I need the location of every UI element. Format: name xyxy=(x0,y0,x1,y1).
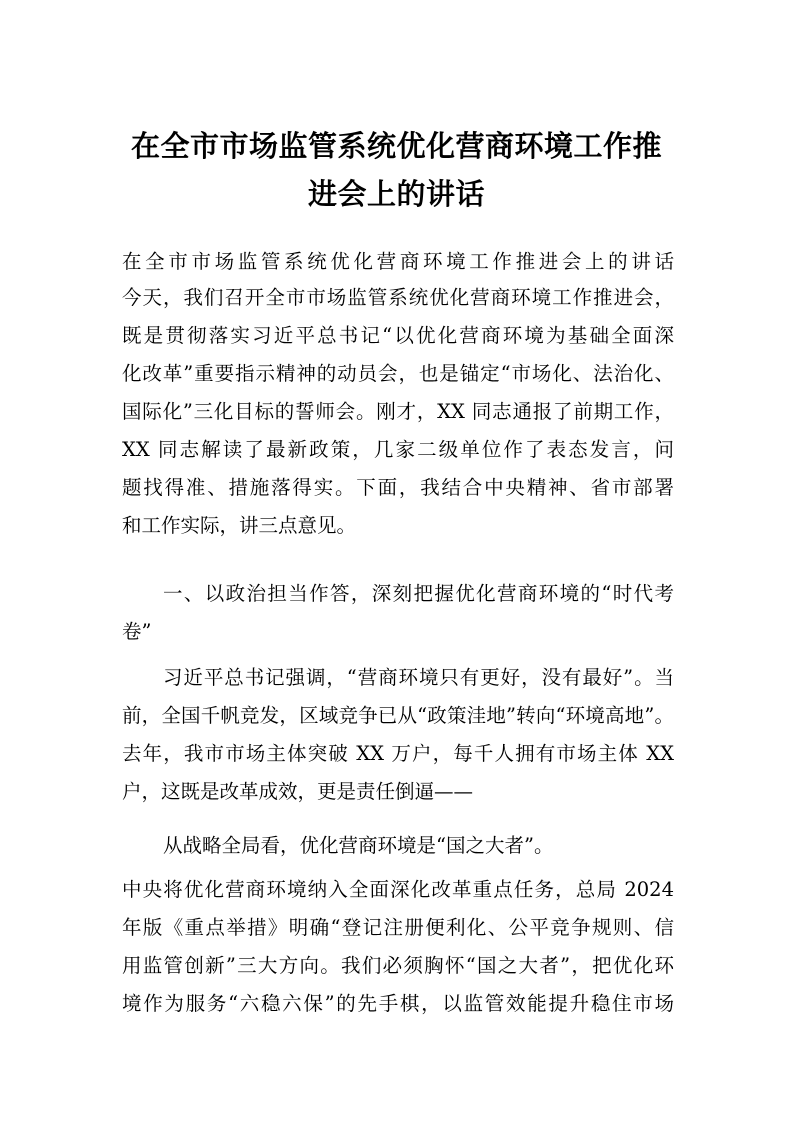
paragraph-line: XX 同志解读了最新政策，几家二级单位作了表态发言，问 xyxy=(122,438,674,461)
section-heading-line-2: 卷” xyxy=(122,620,152,643)
paragraph-line: 用监管创新”三大方向。我们必须胸怀“国之大者”，把优化环 xyxy=(122,954,674,977)
paragraph-line: 和工作实际，讲三点意见。 xyxy=(122,514,357,537)
paragraph-line: 习近平总书记强调，“营商环境只有更好，没有最好”。当 xyxy=(163,666,674,689)
paragraph-line: 去年，我市市场主体突破 XX 万户，每千人拥有市场主体 XX xyxy=(122,742,674,765)
paragraph-line: 境作为服务“六稳六保”的先手棋，以监管效能提升稳住市场 xyxy=(122,992,674,1015)
section-heading-line-1: 一、以政治担当作答，深刻把握优化营商环境的“时代考 xyxy=(163,582,674,605)
paragraph-line: 既是贯彻落实习近平总书记“以优化营商环境为基础全面深 xyxy=(122,324,674,347)
paragraph-line: 化改革”重要指示精神的动员会，也是锚定“市场化、法治化、 xyxy=(122,362,674,385)
paragraph-line: 国际化”三化目标的誓师会。刚才，XX 同志通报了前期工作， xyxy=(122,400,674,423)
paragraph-line: 题找得准、措施落得实。下面，我结合中央精神、省市部署 xyxy=(122,476,674,499)
document-title-line-1: 在全市市场监管系统优化营商环境工作推 xyxy=(130,129,662,163)
paragraph-line: 年版《重点举措》明确“登记注册便利化、公平竞争规则、信 xyxy=(122,916,674,939)
paragraph-line: 户，这既是改革成效，更是责任倒逼—— xyxy=(122,780,474,803)
paragraph-line: 前，全国千帆竞发，区域竞争已从“政策洼地”转向“环境高地”。 xyxy=(122,704,674,727)
document-title-line-2: 进会上的讲话 xyxy=(307,177,485,211)
subheading-line: 从战略全局看，优化营商环境是“国之大者”。 xyxy=(163,834,554,857)
paragraph-line: 中央将优化营商环境纳入全面深化改革重点任务，总局 2024 xyxy=(122,878,674,901)
paragraph-line: 在全市市场监管系统优化营商环境工作推进会上的讲话 xyxy=(122,250,674,273)
paragraph-line: 今天，我们召开全市市场监管系统优化营商环境工作推进会， xyxy=(122,286,674,309)
